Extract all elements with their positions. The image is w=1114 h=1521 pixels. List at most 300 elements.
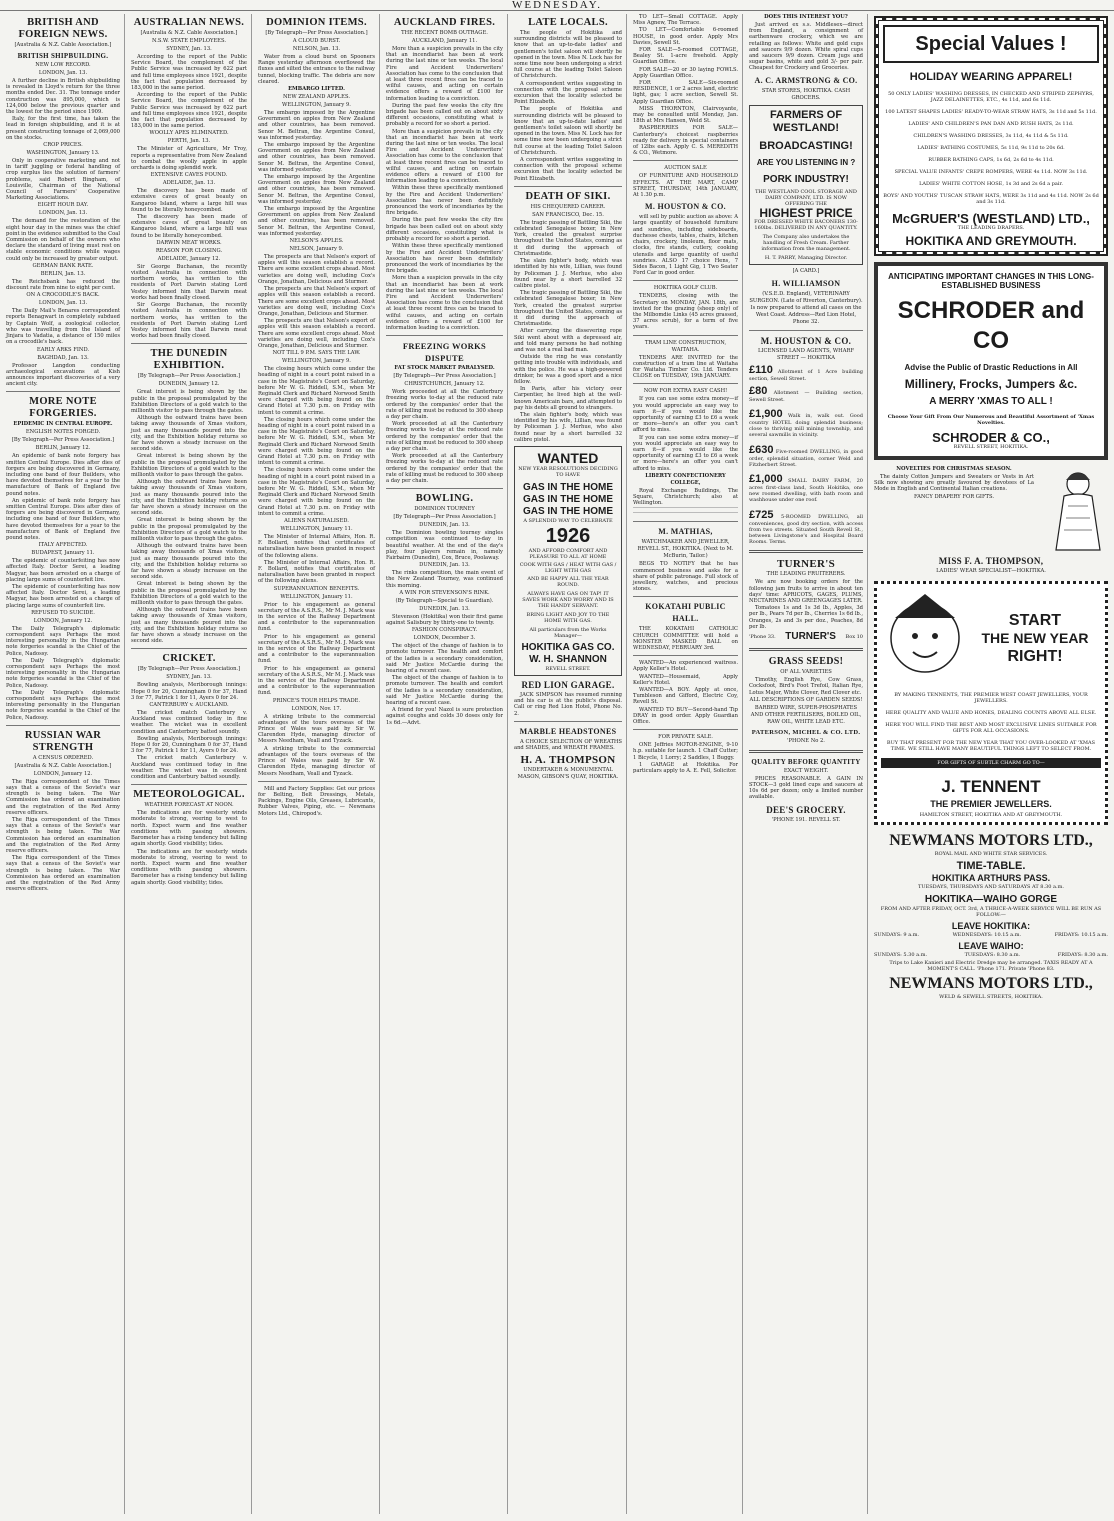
paragraph: The closing hours which come under the heading of night in a court point raised in a case in the Magistrate's Court on Saturday, before Mr W. G. Riddell, S.M., when Mr Reginald Clerk and Richard Norwood Smith were charged with being found on the Grand Hotel at 7.30 p.m. on Friday with intent to commit a crime. [258, 467, 375, 517]
headline: DEE'S GROCERY. [766, 804, 846, 815]
paragraph: Bowling analysis, Meriborough innings: Hope 0 for 20, Cunningham 0 for 37, Hand 3 for 77, Patrick 1 for 11, Ayers 0 for 24. [131, 735, 247, 755]
dateline: SYDNEY, Jan. 13. [166, 674, 212, 681]
paragraph: The prospects are that Nelson's export of apples will this season establish a record. There are some excellent crops ahead. Most varieties are doing well, including Cox's Orange, Jonathan, Delicious and Sturmer. [258, 254, 375, 285]
paragraph: Professor Langdon conducting archaeological excavations at Kish announces important discoveries of a very ancient city. [6, 362, 120, 388]
headline: BRITISH SHIPBUILDING. [17, 52, 109, 60]
ad-slogan: GAS IN THE HOME [522, 505, 613, 517]
subhead: REASON FOR CLOSING. [155, 247, 223, 254]
column-7 [745, 14, 868, 1514]
description: 5-ROOMED DWELLING, all conveniences, good dry section, with access from two streets. Situated South Revell St., between Livingstone's and Hospital Board Rooms. Terms. [749, 513, 863, 546]
gas-advertisement [514, 446, 622, 676]
property-listing [749, 385, 863, 403]
paragraph: The Daily Telegraph's diplomatic correspondent says Perhaps the most interesting personality in the Hungarian note forgeries scandal is the Chief of the Police, Nadossy. [6, 657, 120, 689]
ad-title: ARE YOU LISTENING IN ? [756, 157, 856, 167]
paragraph: The slain fighter's body, which was identified by his wife, Lillian, was found by Policeman J. J. Merhue, who also found near by a short barrelled 32 calibre pistol. [514, 258, 622, 289]
paragraph: The Minister of Internal Affairs, Hon. R. F. Bollard, notifies that certificates of naturalisation have been granted in respect of the following aliens. [258, 534, 375, 559]
property-listing [749, 473, 863, 504]
credit: [By Telegraph—Per Press Association.] [265, 30, 368, 36]
subhead: OF ALL VARIETIES [780, 669, 832, 676]
headline: H. A. THOMPSON [520, 754, 616, 767]
dateline: LONDON, January 12. [33, 770, 93, 777]
headline: M. MATHIAS, [658, 527, 713, 537]
divider [6, 725, 120, 726]
paragraph: Italy, for the first time, has taken the lead in foreign shipbuilding, and it is at present constructing tonnage of 2,069,000 on the stocks. [6, 116, 120, 141]
paragraph: Tomatoes 1s and 1s 3d lb., Apples, 3d per lb., Pears 7d per lb., Cherries 1s 6d lb., Oranges, 2s and 3s per doz., Peaches, 8d per lb. [749, 605, 863, 630]
paragraph: The discovery has been made of extensive caves of great beauty on Kangaroo Island, where a large hill was found to be literally honeycombed. [131, 188, 247, 213]
address: 'PHONE 191. REVELL ST. [771, 816, 841, 823]
price: £80 [749, 384, 768, 397]
ad-text: AND AFFORD COMFORT AND PLEASURE TO ALL AT HOME [528, 547, 608, 560]
price: £110 [749, 363, 773, 376]
paragraph: The Daily Telegraph's diplomatic correspondent says Perhaps the most interesting personality in the Hungarian note forgeries scandal is the Chief of the Police, Nadossy. [6, 625, 120, 657]
subhead: ITALY AFFECTED. [38, 542, 88, 549]
ad-header: ANTICIPATING IMPORTANT CHANGES IN THIS LONG-ESTABLISHED BUSINESS [888, 272, 1094, 290]
price: £725 [749, 508, 774, 521]
paragraph: If you can use some extra money—if you would appreciate an easy way to earn it—if you would like the opportunity of earning £3 to £6 a week or more—here's an offer you can't afford to miss. [633, 434, 738, 472]
paragraph: Within these three specifically mentioned by the Fire and Accident Underwriters' Association has never been definitely pronounced the work of incendiaries by the fire brigade. [386, 185, 503, 217]
description: Allotment of 1 Acre building section, Sewell Street. [749, 368, 863, 382]
form-line [633, 512, 738, 517]
paragraph: Although the outward trains have been taking away thousands of Xmas visitors, just as many thousands poured into the city, and the Exhibition holiday returns so far have shown a steady increase on the second side. [131, 479, 247, 517]
ad-title: BROADCASTING! [759, 139, 853, 152]
paragraph: Timothy, English Rye, Cow Grass, Cocksfoot, Bird's Foot Trefoil, Italian Rye, Lotus Major, White Clover, Red Clover etc. [749, 677, 863, 696]
subhead: ALL DESCRIPTIONS OF GARDEN SEEDS! [749, 696, 863, 703]
headline: DOMINION ITEMS. [266, 17, 367, 28]
paragraph: TENDERS ARE INVITED for the construction of a tram line at Waitaha for Waitaha Timber Co. Ltd. Tenders CLOSE on TUESDAY, 19th JANUARY. [633, 354, 738, 380]
ad-item: 50 ONLY LADIES' WASHING DRESSES, IN CHECKED AND STRIPED ZEPHYRS, JAZZ DELAINETTES, ETC., 4s 11d, and 6s 11d. [888, 91, 1094, 103]
price: £630 [749, 443, 774, 456]
subhead: LIBERTY CONFECTIONERY COLLEGE, [645, 472, 726, 486]
paragraph: The indications are for westerly winds moderate to strong, veering to west to north. Expect warm and fine weather conditions with passing showers. Barometer has a rising tendency but falling again shortly. Good visibility; tides. [131, 810, 247, 848]
ad-manager: W. H. SHANNON [529, 653, 607, 665]
subhead: NOW FOR EXTRA EASY CASH! [643, 388, 728, 395]
paragraph: TENDERS, closing with the Secretary on MONDAY, JAN. 18th, are invited for the grazing (sheep only) of the Milbomdie Links (45 acres grassed, 37 acres scrub), for a term of five years. [633, 293, 738, 331]
ad-text: HERE YOU WILL FIND THE BEST AND MOST EXCLUSIVE LINES SUITABLE FOR GIFTS FOR ALL OCCASIONS. [885, 722, 1097, 734]
classified: WANTED—Housemaid, Apply Keller's Hotel. [633, 673, 738, 686]
paragraph: The Minister of Internal Affairs, Hon. R. F. Bollard, notifies that certificates of naturalisation have been granted in respect of the following aliens. [258, 559, 375, 585]
ad-text: All particulars from the Works Manager— [529, 626, 607, 639]
paragraph: Prior to his engagement as general secretary of the A.S.R.S., Mr M. J. Mack was in the service of the Railway Department and a contributor to the superannuation fund. [258, 665, 375, 697]
paragraph: The people of Hokitika and surrounding districts will be pleased to know that an up-to-date ladies' and gentlemen's toilet saloon will shortly be opened in the town. Miss N. Lock has for some time now been undergoing a strict full course at the leading Toilet Saloon of Christchurch. [514, 30, 622, 80]
paragraph: Outside the ring he was constantly getting into trouble with individuals, and with the police. He was a high-powered drinker, he was a good sport and a nice fellow. [514, 354, 622, 385]
subhead: DOMINION TOURNEY [414, 506, 475, 513]
paragraph: Prior to his engagement as general secretary of the A.S.R.S., Mr M. J. Mack was in the service of the Railway Department and a contributor to the superannuation fund. [258, 601, 375, 633]
subhead: EIGHT HOUR DAY. [37, 202, 89, 209]
paragraph: The Dominion bowling tourney singles competition was continued to-day in beautiful weather. At the end of the day's play, four players remain in, namely Fairbairn (Dunedin), Cox, Bruce, Poolaway. [386, 530, 503, 561]
ad-text: A SPLENDID WAY TO CELEBRATE [523, 517, 613, 524]
paragraph: Stevenson (Hokitika) won their first game against Salisbury by thirty-one to twenty. [386, 613, 503, 627]
dateline: LONDON, January 12. [33, 617, 93, 624]
paragraph: If you can use some extra money—if you would appreciate an easy way to earn it—if you would like the opportunity of earning £3 to £6 a week or more—here's an offer you can't afford to miss. [633, 396, 738, 434]
ad-item: LADIES' BATHING COSTUMES, 5s 11d, 9s 11d to 20s 6d. [917, 145, 1065, 151]
paragraph: A CHOICE SELECTION OF WREATHS and SHADES, and WREATH FRAMES. [514, 738, 622, 751]
headline: MORE NOTE FORGERIES. [29, 396, 97, 420]
subhead: EARLY ARKS FIND. [36, 346, 90, 353]
ad-subtitle: ROYAL MAIL AND WHITE STAR SERVICES. [934, 851, 1048, 857]
classified: TO LET—Small COTTAGE. Apply Miss Agnew, The Terrace. [633, 14, 738, 27]
dateline: LONDON, Jan. 13. [38, 210, 88, 217]
paragraph: Although the outward trains have been taking away thousands of Xmas visitors, just as many thousands poured into the city, and the Exhibition holiday returns so far have shown a steady increase on the second side. [131, 415, 247, 453]
tennent-advertisement [874, 581, 1108, 825]
classified: WANTED—An experienced waitress. Apply Keller's Hotel. [633, 660, 738, 673]
description: SMALL DAIRY FARM, 20 acres first-class land, South Hokitika, one new roomed dwelling, with bath room and washhouse under one roof. [749, 478, 863, 504]
subhead: EMBARGO LIFTED. [288, 86, 345, 93]
divider [633, 655, 738, 656]
headline: TURNER'S [785, 631, 836, 643]
paragraph: Sir George Buchanan, the recently visited Australia in connection with northern works, has written to the residents of Port Darwin stating Lord Vestey informed him that Darwin meat works had been finally closed. [131, 302, 247, 340]
ad-item: SPECIAL VALUE INFANTS' CREPE ROMPERS, WERE 4s 11d. NOW 3s 11d. [894, 169, 1088, 175]
paragraph: The cricket match Canterbury v. Auckland was continued today in fine weather. The wicket was in excellent condition and Canterbury batted soundly. [131, 755, 247, 781]
ad-copy [874, 466, 1034, 552]
divider [749, 750, 863, 753]
schedule-title: LEAVE WAIHO: [958, 941, 1024, 951]
ad-title: NOVELTIES FOR CHRISTMAS SEASON. [896, 466, 1012, 472]
dateline: DUNEDIN, Jan. 13. [419, 522, 470, 529]
divider [749, 330, 863, 331]
ad-header [881, 588, 1101, 688]
masthead [0, 0, 1114, 11]
paragraph: Great interest is being shown by the public in the proposal promulgated by the Exhibition Directors of a gold watch to the millionth visitor to pass through the gates. [131, 517, 247, 542]
column-3 [254, 14, 380, 1514]
description: Walk in, walk out. Good country HOTEL doing splendid business; close to thriving mill mining township, and several sawmills in vicinity. [749, 413, 863, 439]
paragraph: The Daily Mail's Benares correspondent reports Benagwart in completely subdued by Captain Wolf, a zoological collector, who was travelling from the Island of Jinjara to Vadatia, a distance of 150 miles on a crocodile's back. [6, 308, 120, 346]
subhead: PRINCE'S TOUR HELPS TRADE. [272, 697, 361, 704]
property-listing [749, 364, 863, 382]
paragraph: Although the outward trains have been taking away thousands of Xmas visitors, just as many thousands poured into the city, and the Exhibition holiday returns so far have shown a steady increase on the second side. [131, 543, 247, 581]
ad-slogan: GAS IN THE HOME [522, 481, 613, 493]
headline: FREEZING WORKS DISPUTE [402, 341, 487, 364]
divider [633, 521, 738, 522]
schroder-advertisement [874, 262, 1108, 460]
paragraph: (V.S.E.D. England), VETERINARY SURGEON. (Late of Riverton, Canterbury). Is now prepared to attend all cases on the West Coast. Address—Red Lion Hotel, Phone 32. [749, 290, 863, 325]
ad-title: WANTED [537, 449, 599, 466]
paragraph: The Riga correspondent of the Times says that a census of the Soviet's war strength is being taken. The War Commission has ordered an examination and the registration of the Red Army reserve officers. [6, 855, 120, 893]
dateline: BERLIN, January 12. [35, 445, 91, 452]
ad-company: NEWMANS MOTORS LTD., [889, 832, 1093, 849]
address: LICENSED LAND AGENTS, WHARF STREET — HOKITIKA [758, 347, 854, 361]
paragraph: More than a suspicion prevails in the city that an incendiarist has been at work during the last nine or ten weeks. The local Fire and Accident Underwriters' Association has come to the conclusion that at least three recent fires can be traced to wilful causes, and acting on certain evidence offers a reward of £100 for information leading to a conviction. [386, 46, 503, 102]
paragraph: An epidemic of bank note forgery has smitten Central Europe. Dies after dies of forgers are being discovered in Germany, including one band of four Builders, who have devoted themselves for a year to the manufacture of Bank of England five pound notes. [6, 453, 120, 497]
masthead-date: WEDNESDAY. [512, 0, 602, 11]
headline: GRASS SEEDS! [768, 656, 844, 668]
schedule-item: WEDNESDAYS: 10.15 a.m. [952, 932, 1022, 938]
headline: MISS F. A. THOMPSON, [938, 556, 1044, 566]
dateline: BAGHDAD, Jan. 13. [37, 354, 89, 361]
paragraph: Work proceeded at all the Canterbury freezing works to-day at the reduced rate ordered by the companies' order that the rate of killing must be reduced to 300 sheep a day per chain. [386, 421, 503, 452]
subhead: A CLOUD BURST. [292, 38, 341, 44]
subhead: WEATHER FORECAST AT NOON. [144, 802, 234, 809]
ad-title: PORK INDUSTRY! [763, 173, 849, 185]
divider [514, 721, 622, 722]
dateline: BERLIN, Jan. 13. [40, 270, 86, 277]
dateline: LONDON, Nov. 17. [291, 705, 342, 712]
credit: (By Telegraph—Special to Guardian). [395, 597, 494, 604]
paragraph: The demand for the restoration of the eight hour day in the mines was the chief point in the evidence submitted to the Coal Commission on behalf of the owners who declare the standard of living must rest on stable economic conditions while wages could only be increased by greater output. [6, 218, 120, 262]
dateline: AUCKLAND, January 11. [411, 38, 478, 44]
paragraph: BEGS TO NOTIFY that he has commenced business and asks for a share of public patronage. Full stock of jewellery, watches, and precious stones. [633, 561, 738, 593]
ad-text: COOK WITH GAS / HEAT WITH GAS / LIGHT WITH GAS [519, 561, 617, 574]
paragraph: OF FURNITURE AND HOUSEHOLD EFFECTS. AT THE MART, CAMP STREET, THURSDAY, 14th JANUARY, At 1.30 p.m. [633, 173, 738, 199]
dateline: WELLINGTON, January 9. [282, 102, 351, 109]
thompson-advertisement [874, 466, 1108, 552]
paragraph: The people of Hokitika and surrounding districts will be pleased to know that an up-to-date ladies' and gentlemen's toilet saloon will shortly be opened in the town. Miss N. Lock has for some time now been undergoing a strict full course at the leading Toilet Saloon of Christchurch. [514, 106, 622, 156]
column-5 [510, 14, 627, 1514]
divider [131, 343, 247, 344]
divider [131, 648, 247, 649]
subhead: LADIES' WEAR SPECIALIST—HOKITIKA. [936, 568, 1046, 574]
ad-text: ALWAYS HAVE GAS ON TAP! IT SAVES WORK AND WORRY AND IS THE HANDY SERVANT. [522, 590, 614, 609]
ad-year: 1926 [545, 524, 591, 547]
paragraph: will sell by public auction as above: A large quantity of household furniture and sundries, including sideboards, duchesse chests, tables, chairs, kitchen chairs, crockery, linoleum, floor mats, clocks, fire stands, cutlery, cooking utensils and large quantity of useful sundries. ALSO 17 choice Hens, 7 Sides Bacon, 1 Light Gig, 1 Two Seater Ford Car in good order. [633, 214, 738, 277]
headline: AUCKLAND FIRES. [393, 17, 496, 28]
dateline: ADELAIDE, January 12. [157, 255, 221, 262]
paragraph: The closing hours which come under the heading of night in a court point raised in a case in the Magistrate's Court on Saturday, before Mr W. G. Riddell, S.M., when Mr Reginald Clerk and Richard Norwood Smith were charged with being found on the Grand Hotel at 7.30 p.m. on Friday with intent to commit a crime. [258, 416, 375, 467]
headline: CRICKET. [162, 653, 216, 665]
classified: FOR SALE—5-roomed COTTAGE, Bealey St. 1-acre freehold. Apply Guardian Office. [633, 47, 738, 66]
classified: WANTED TO BUY—Second-hand Tip DRAY in good order. Apply Guardian Office. [633, 706, 738, 726]
property-listing [749, 408, 863, 439]
column-6 [629, 14, 743, 1514]
ad-text: A MERRY 'XMAS TO ALL ! [929, 396, 1053, 407]
dateline: WELLINGTON, January 11. [280, 526, 353, 532]
address: STAR STORES, HOKITIKA. CASH GROCERS. [761, 87, 851, 101]
ad-text: Advise the Public of Drastic Reductions in All [904, 363, 1078, 372]
column-2 [127, 14, 252, 1514]
paragraph: The indications are for westerly winds moderate to strong, veering to west to north. Expect warm and fine weather conditions with passing showers. Barometer has a rising tendency but falling again shortly. Good visibility; tides. [131, 848, 247, 886]
subhead: FAT STOCK MARKET PARALYSED. [394, 365, 495, 372]
schedule-item: SUNDAYS: 9 a.m. [874, 932, 920, 938]
divider [131, 784, 247, 785]
paragraph: The Riga correspondent of the Times says that a census of the Soviet's war strength is being taken. The War Commission has ordered an examination and the registration of the Red Army reserve officers. [6, 817, 120, 855]
subhead: BARBED WIRE, SUPER-PHOSPHATES AND OTHER FERTILISERS, BOILED OIL, RAW OIL, WHITE LEAD ETC. [750, 704, 862, 725]
lady-illustration [1038, 466, 1108, 552]
divider [633, 383, 738, 384]
paragraph: The embargo imposed by the Argentine Government on apples from New Zealand and other countries, has been removed. Senor M. Beltran, the Argentine Consul, was informed yesterday. [258, 206, 375, 237]
paragraph: Bowling analysis, Meriborough innings: Hope 0 for 20, Cunningham 0 for 37, Hand 3 for 77, Patrick 1 for 11, Ayers 0 for 24. [131, 682, 247, 701]
ad-item: RUBBER BATHING CAPS, 1s 6d, 2s 6d to 4s 11d. [928, 157, 1054, 163]
dateline: LONDON, Jan. 13. [38, 300, 88, 307]
paragraph: Royal Exchange Buildings, The Square, Christchurch; also at Wellington. [633, 487, 738, 507]
subhead: A WIN FOR STEVENSON'S RINK. [399, 589, 490, 596]
ad-text: Trips to Lake Kanieri and Electric Dredge may be arranged. TAXIS READY AT A MOMENT'S CALL. 'Phone 171. Private 'Phone 83. [889, 960, 1093, 972]
column-8 [870, 14, 1112, 1514]
headline: QUALITY BEFORE QUANTITY [751, 757, 861, 766]
ad-company: J. TENNENT [941, 777, 1041, 796]
paragraph: The epidemic of counterfeiting has now affected Italy. Doctor Serei, a leading Magyar, has been arrested on a charge of placing large sums of counterfeit lire. [6, 558, 120, 583]
divider [633, 160, 738, 161]
paragraph: PRICES REASONABLE. A GAIN IN STOCK—3 gold lined cups and saucers at 10s 6d per dozen; only a limited number available. [749, 775, 863, 801]
paragraph: The closing hours which come under the heading of night in a court point raised in a case in the Magistrate's Court on Saturday, before Mr W. G. Riddell, S.M., when Mr Reginald Clerk and Richard Norwood Smith were charged with being found on the Grand Hotel at 7.30 p.m. on Friday with intent to commit a crime. [258, 366, 375, 416]
paragraph: The Daily Telegraph's diplomatic correspondent says Perhaps the most interesting personality in the Hungarian note forgeries scandal is the Chief of the Police, Nadossy. [6, 689, 120, 721]
headline: A. C. ARMSTRONG & CO. [754, 75, 858, 85]
subhead: NOT TILL 9 P.M. SAYS THE LAW. [272, 350, 361, 357]
paragraph: The Reichsbank has reduced the discount rate from nine to eight per cent. [6, 278, 120, 292]
headline: METEOROLOGICAL. [133, 789, 245, 801]
paragraph: The embargo imposed by the Argentine Government on apples from New Zealand and other countries, has been removed. Senor M. Beltran, the Argentine Consul, was informed yesterday. [258, 174, 375, 205]
ad-title: Special Values ! [883, 25, 1099, 63]
paragraph: Work proceeded at all the Canterbury freezing works to-day at the reduced rate ordered by the companies' order that the rate of killing must be reduced to 300 sheep a day per chain. [386, 389, 503, 420]
paragraph: Water from a cloud burst on Spooners Range yesterday afternoon overflowed the fluxes and silted the entrance to the railway tunnel, blocking traffic. The debris are now cleared. [258, 54, 375, 85]
subhead: AUCTION SALE [664, 165, 707, 172]
ad-item: CHILDREN'S WASHING DRESSES, 3s 11d, 4s 11d & 5s 11d. [913, 133, 1069, 139]
subhead: REFUSED TO SUICIDE. [31, 609, 95, 616]
ad-text: The Company also undertakes the handling of Fresh Cream. Farther information from the management. [761, 233, 851, 252]
classified: TO LET—Comfortable 6-roomed HOUSE, in good order. Apply Mrs Davies, Sewell St. [633, 27, 738, 46]
column-1 [2, 14, 125, 1514]
subhead: NELSON'S APPLES. [289, 238, 344, 245]
paragraph: JACK SIMPSON has resumed running and his car is at the public's disposal. Call or ring Red Lion Hotel, Phone No. 2. [514, 691, 622, 717]
address: UNDERTAKER & MONUMENTAL MASON, GIBSON'S QUAY, HOKITIKA. [517, 767, 619, 781]
subhead: [A CARD.] [792, 267, 820, 274]
dateline: ADELAIDE, Jan. 13. [162, 180, 216, 187]
schedule-title: LEAVE HOKITIKA: [951, 921, 1031, 931]
ad-text: BRING LIGHT AND JOY TO THE HOME WITH GAS. [526, 611, 610, 624]
paragraph: A correspondent writes suggesting in connection with the proposal scheme excursion that the locality selected be Point Elizabeth. [514, 80, 622, 106]
ad-address: WELD & SEWELL STREETS, HOKITIKA. [939, 994, 1043, 1000]
subhead: N.S.W. STATE EMPLOYEES. [152, 38, 226, 44]
headline: KOKATAHI PUBLIC HALL. [645, 602, 726, 624]
paragraph: A striking tribute to the commercial advantages of the tours overseas of the Prince of Wales was paid by Sir W. Clarendon Hyde, managing director of Messrs Needham, Veall and Tyzack. [258, 713, 375, 745]
subhead: DOES THIS INTEREST YOU? [764, 14, 848, 20]
ad-address: REVELL STREET, HOKITIKA. [953, 444, 1029, 450]
mcgruers-advertisement [874, 16, 1108, 256]
credit: [By Telegraph—Per Press Association.] [393, 514, 496, 521]
route-name: HOKITIKA ARTHURS PASS. [931, 873, 1051, 883]
ad-subtitle: THE LEADING DRAPERS. [957, 225, 1025, 231]
ad-subtitle: THE PREMIER JEWELLERS. [930, 799, 1052, 809]
cool-storage-advertisement [749, 105, 863, 265]
headline: AUSTRALIAN NEWS. [133, 17, 245, 28]
paragraph: Great interest is being shown by the public in the proposal promulgated by the Exhibition Directors of a gold watch to the millionth visitor to pass through the gates. [131, 389, 247, 414]
headline: DEATH OF SIKI. [525, 190, 611, 202]
headline: BOWLING. [415, 493, 474, 505]
paragraph: The rinks competition, the main event of the New Zealand Tourney, was continued this morning. [386, 570, 503, 589]
dateline: NELSON, Jan. 13. [292, 46, 341, 52]
advertisement: Mill and Factory Supplies: Get our prices for Belting, Belt Dressings, Metals, Packings, Engine Oils, Greases, Lubricants, Rubber Valves, Piping, etc. — Newmans Motors Ltd., Chiropod's. [258, 785, 375, 817]
paragraph: More than a suspicion prevails in the city that an incendiarist has been at work during the last nine or ten weeks. The local Fire and Accident Underwriters' Association has come to the conclusion that at least three recent fires can be traced to wilful causes, and acting on certain evidence offers a reward of £100 for information leading to a conviction. [386, 275, 503, 331]
paragraph: During the past few weeks the city fire brigade has been called out on about sixty different occasions, constituting what is probably a record for so short a period. [386, 217, 503, 243]
subhead: GERMAN BANK RATE. [32, 262, 94, 269]
paragraph: In Paris, after his victory over Carpentier, he lived high at the well-known Americain bars, and attempted to pay his debts all ground to strangers. [514, 386, 622, 411]
classified: FOR SALE—20 or 30 laying FOWLS. Apply Guardian Office. [633, 66, 738, 79]
subhead: EXACT WEIGHT. [783, 767, 829, 774]
credit: [By Telegraph—Per Press Association.] [11, 437, 115, 444]
headline: TURNER'S [776, 558, 836, 571]
paragraph: The discovery has been made of extensive caves of great beauty on Kangaroo Island, where a large hill was found to be literally honeycombed. [131, 214, 247, 239]
dateline: WELLINGTON, January 9. [282, 358, 351, 365]
classified: FOR SALE—Six-roomed RESIDENCE, 1 or 2 acres land, electric light, gas; 1 acre section, Sewell St. Apply Guardian Office. [633, 80, 738, 105]
subhead: EPIDEMIC IN CENTRAL EUROPE. [13, 421, 113, 428]
paragraph: The tragic passing of Battling Siki, the celebrated Senegalese boxer, in New York, created the greatest surprise throughout the United States, coming as it did during the approach of Christmastide. [514, 219, 622, 257]
paragraph: The embargo imposed by the Argentine Government on apples from New Zealand and other countries, has been removed. Senor M. Beltran, the Argentine Consul, was informed yesterday. [258, 142, 375, 173]
paragraph: The Minister of Agriculture, Mr Troy, reports a representative from New Zealand to combat the woolly apple in apple orchards is doing splendid work. [131, 146, 247, 172]
headline: BRITISH AND FOREIGN NEWS. [18, 17, 108, 40]
subhead: WOOLLY APES ELIMINATED. [149, 130, 229, 137]
headline: THE DUNEDIN EXHIBITION. [150, 348, 228, 372]
paragraph: The embargo imposed by the Argentine Government on apples from New Zealand and other countries, has been removed. Senor M. Beltran, the Argentine Consul, was informed yesterday. [258, 110, 375, 141]
paragraph: Great interest is being shown by the public in the proposal promulgated by the Exhibition Directors of a gold watch to the millionth visitor to pass through the gates. [131, 453, 247, 478]
subhead: HIS CHEQUERED CAREER. [530, 203, 606, 210]
subhead: TRAM LINE CONSTRUCTION, WAITAHA. [644, 339, 727, 353]
credit: [Australia & N.Z. Cable Association.] [140, 30, 238, 36]
paragraph: The cricket match Canterbury v. Auckland was continued today in fine weather. The wicket was in excellent condition and Canterbury batted soundly. [131, 710, 247, 735]
newmans-advertisement [874, 831, 1108, 1000]
box: Box 10 [845, 634, 863, 641]
dateline: WELLINGTON, January 11. [280, 593, 353, 600]
divider [258, 781, 375, 782]
dateline: WASHINGTON, January 13. [26, 150, 100, 157]
baby-new-year-illustration [881, 588, 969, 688]
schedule-item: TUESDAYS: 8.30 a.m. [964, 952, 1021, 958]
ad-item: LADIES' AND CHILDREN'S PAN DAN AND RUSH HATS, 2s 11d. [908, 121, 1074, 127]
divider [6, 391, 120, 392]
headline: MARBLE HEADSTONES [519, 726, 617, 736]
ad-subtitle: HOLIDAY WEARING APPAREL! [909, 71, 1073, 83]
divider [749, 550, 863, 553]
dateline: DUNEDIN, Jan. 13. [419, 605, 470, 612]
divider [633, 280, 738, 281]
property-listing [749, 509, 863, 546]
dateline: LONDON, Jan. 13. [38, 70, 88, 76]
ad-address: HAMILTON STREET, HOKITIKA AND AT GREYMOUTH. [919, 812, 1063, 818]
classified: MISS THORNTON, Clairvoyante, may be consulted until Monday, Jan. 18th at Mrs Hansen, Weld St. [633, 105, 738, 125]
dateline: CANTERBURY v. AUCKLAND. [149, 702, 229, 709]
ad-address: REVELL STREET. [545, 665, 591, 672]
property-listing [749, 444, 863, 468]
paragraph: The prospects are that Nelson's export of apples will this season establish a record. There are some excellent crops ahead. Most varieties are doing well, including Cox's Orange, Jonathan, Delicious and Sturmer. [258, 286, 375, 317]
ad-item: 100 LATEST SHAPES LADIES' READY-TO-WEAR STRAW HATS, 3s 11d and 5s 11d. [885, 109, 1097, 115]
ad-title: FARMERS OF WESTLAND! [769, 108, 843, 134]
ad-text: FOR DRESSED WHITE BACONERS 130-160lbs. DELIVERED IN ANY QUANTITY. [754, 218, 858, 231]
column-4 [382, 14, 508, 1514]
paragraph: The prospects are that Nelson's export of apples will this season establish a record. There are some excellent crops ahead. Most varieties are doing well, including Cox's Orange, Jonathan, Delicious and Sturmer. [258, 318, 375, 349]
paragraph: A striking tribute to the commercial advantages of the tours overseas of the Prince of Wales was paid by Sir W. Clarendon Hyde, managing director of Messrs Needham, Veall and Tyzack. [258, 745, 375, 777]
paragraph: Great interest is being shown by the public in the proposal promulgated by the Exhibition Directors of a gold watch to the millionth visitor to pass through the gates. [131, 581, 247, 607]
dateline: CHRISTCHURCH, January 12. [404, 381, 485, 388]
paragraph: ONE Jeffries MOTOR-ENGINE, 9-10 h.p. suitable for launch. 1 Chaff Cutter; 1 Bicycle, 1 Lorry; 2 Saddles, 1 Buggy. [633, 742, 738, 761]
phone: 'PHONE No 2. [787, 737, 825, 744]
ad-price: HIGHEST PRICE [759, 205, 853, 220]
subhead: NEW ZEALAND APPLES. [283, 94, 350, 101]
credit: [Australia & N.Z. Cable Association.] [14, 762, 112, 769]
turners-footer [749, 631, 863, 643]
price: £1,000 [749, 473, 783, 486]
subhead: ON A CROCODILE'S BACK. [26, 292, 100, 299]
paragraph: Although the outward trains have been taking away thousands of Xmas visitors, just as many thousands poured into the city, and the Exhibition holiday returns so far have shown a steady increase on the second side. [131, 607, 247, 645]
ad-company: HOKITIKA GAS CO. [521, 641, 615, 653]
paragraph: Work proceeded at all the Canterbury freezing works to-day at the reduced rate ordered by the companies' order that the rate of killing must be reduced to 300 sheep a day per chain. [386, 453, 503, 484]
schedule-item: SUNDAYS: 5.30 a.m. [874, 952, 928, 958]
price: £1,900 [749, 408, 783, 421]
subhead: SUPERANNUATION BENEFITS. [273, 585, 360, 592]
paragraph: According to the report of the Public Service Board, the complement of the Public Service was increased by 622 part and full time employees since 1921, despite the fact that population decreased by 183,000 in the same period. [131, 92, 247, 130]
ad-text: AND BE HAPPY ALL THE YEAR ROUND. [527, 575, 609, 588]
headline: H. WILLIAMSON [771, 278, 841, 288]
ad-title: THE NEW YEAR [981, 629, 1089, 646]
subhead: ALIENS NATURALISED. [284, 518, 349, 524]
ad-item: LADIES' WHITE COTTON HOSE, 1s 3d and 2s 6d a pair. [919, 181, 1063, 187]
divider [633, 729, 738, 730]
paragraph: The epidemic of counterfeiting has now affected Italy. Doctor Serei, a leading Magyar, has been arrested on a charge of placing large sums of counterfeit lire. [6, 583, 120, 609]
paragraph: An epidemic of bank note forgery has smitten Central Europe. Dies after dies of forgers are being discovered in Germany, including one band of four Builders, who have devoted themselves for a year to the manufacture of Bank of England five pound notes. [6, 497, 120, 541]
paragraph: More than a suspicion prevails in the city that an incendiarist has been at work during the last nine or ten weeks. The local Fire and Accident Underwriters' Association has come to the conclusion that at least three recent fires can be traced to wilful causes, and acting on certain evidence offers a reward of £100 for information leading to a conviction. [386, 128, 503, 185]
paragraph: The slain fighter's body, which was identified by his wife, Lillian, was found by Policeman J. J. Merhue, who also found near by a short barrelled 32 calibre pistol. [514, 411, 622, 443]
paragraph: Only in cooperative marketing and not in tariff juggling or federal handling of crop surplus lies the solution of farmers' problems, said Robert Bingham, of Louisville, Chairman of the National Council of Farmers' Cooperative Marketing Associations. [6, 158, 120, 202]
description: Allotment — Building section, Sewell Street. [749, 389, 863, 403]
ad-text: BUY THAT PRESENT FOR THE NEW YEAR THAT YOU OVER-LOOKED AT 'XMAS TIME. WE STILL HAVE MANY BEAUTIFUL THINGS LEFT TO SELECT FROM. [886, 740, 1096, 752]
subhead: ENGLISH NOTES FORGED. [25, 429, 101, 436]
route-text: FROM AND AFTER FRIDAY, OCT. 3rd, A THRICE-A-WEEK SERVICE WILL BE RUN AS FOLLOW:— [880, 906, 1102, 918]
